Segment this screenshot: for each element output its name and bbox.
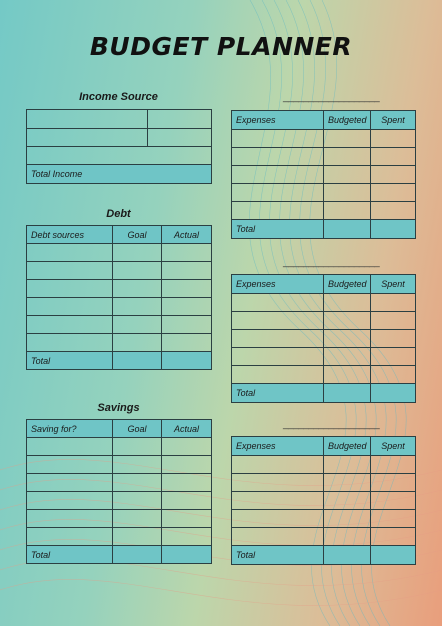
expense-col-budgeted: Budgeted xyxy=(324,111,371,130)
expense-total-label: Total xyxy=(232,220,324,239)
table-row xyxy=(232,202,416,220)
table-row xyxy=(27,492,212,510)
expense-title-blank-1[interactable]: ___________________ xyxy=(283,92,380,103)
savings-col-for: Saving for? xyxy=(27,420,113,438)
income-table xyxy=(26,109,212,184)
table-row xyxy=(27,438,212,456)
savings-header-row xyxy=(27,420,212,438)
expense-total-row xyxy=(232,384,416,403)
expense-col-expenses: Expenses xyxy=(232,275,324,294)
table-row xyxy=(27,456,212,474)
table-row xyxy=(27,129,212,147)
income-total-row xyxy=(27,165,212,184)
expense-header-row xyxy=(232,111,416,130)
expense-total-label: Total xyxy=(232,384,324,403)
table-row xyxy=(27,110,212,129)
expense-header-row xyxy=(232,275,416,294)
table-row xyxy=(27,528,212,546)
expense-col-expenses: Expenses xyxy=(232,111,324,130)
income-total-label: Total Income xyxy=(27,165,212,184)
savings-total-row xyxy=(27,546,212,564)
table-row xyxy=(27,474,212,492)
table-row xyxy=(232,510,416,528)
table-row xyxy=(232,456,416,474)
savings-heading: Savings xyxy=(97,402,140,414)
debt-total-row xyxy=(27,352,212,370)
income-heading: Income Source xyxy=(79,91,158,103)
table-row xyxy=(232,148,416,166)
expense-total-row xyxy=(232,220,416,239)
savings-table xyxy=(26,419,212,564)
debt-header-row xyxy=(27,226,212,244)
expense-title-blank-2[interactable]: ___________________ xyxy=(283,257,380,268)
income-cell[interactable] xyxy=(148,110,212,129)
table-row xyxy=(232,348,416,366)
page-title: BUDGET PLANNER xyxy=(89,32,353,61)
income-cell[interactable] xyxy=(148,129,212,147)
income-cell[interactable] xyxy=(27,147,212,165)
table-row xyxy=(27,262,212,280)
savings-col-goal: Goal xyxy=(113,420,162,438)
table-row xyxy=(232,474,416,492)
income-cell[interactable] xyxy=(27,110,148,129)
expense-total-label: Total xyxy=(232,546,324,565)
expense-col-spent: Spent xyxy=(371,437,416,456)
savings-col-actual: Actual xyxy=(162,420,212,438)
table-row xyxy=(232,528,416,546)
expense-total-row xyxy=(232,546,416,565)
table-row xyxy=(27,298,212,316)
expense-table-3 xyxy=(231,436,416,565)
income-cell[interactable] xyxy=(27,129,148,147)
expense-col-spent: Spent xyxy=(371,111,416,130)
debt-col-sources: Debt sources xyxy=(27,226,113,244)
table-row xyxy=(232,130,416,148)
expense-title-blank-3[interactable]: ___________________ xyxy=(283,419,380,430)
table-row xyxy=(27,334,212,352)
table-row xyxy=(232,294,416,312)
expense-header-row xyxy=(232,437,416,456)
table-row xyxy=(27,316,212,334)
savings-total-label: Total xyxy=(27,546,113,564)
debt-heading: Debt xyxy=(106,208,131,220)
table-row xyxy=(27,147,212,165)
expense-table-1 xyxy=(231,110,416,239)
expense-col-budgeted: Budgeted xyxy=(324,437,371,456)
debt-table xyxy=(26,225,212,370)
table-row xyxy=(232,312,416,330)
expense-col-expenses: Expenses xyxy=(232,437,324,456)
table-row xyxy=(232,330,416,348)
debt-col-goal: Goal xyxy=(113,226,162,244)
expense-table-2 xyxy=(231,274,416,403)
debt-total-label: Total xyxy=(27,352,113,370)
expense-col-spent: Spent xyxy=(371,275,416,294)
table-row xyxy=(232,166,416,184)
table-row xyxy=(27,510,212,528)
table-row xyxy=(232,184,416,202)
table-row xyxy=(27,280,212,298)
debt-col-actual: Actual xyxy=(162,226,212,244)
table-row xyxy=(27,244,212,262)
expense-col-budgeted: Budgeted xyxy=(324,275,371,294)
table-row xyxy=(232,492,416,510)
table-row xyxy=(232,366,416,384)
